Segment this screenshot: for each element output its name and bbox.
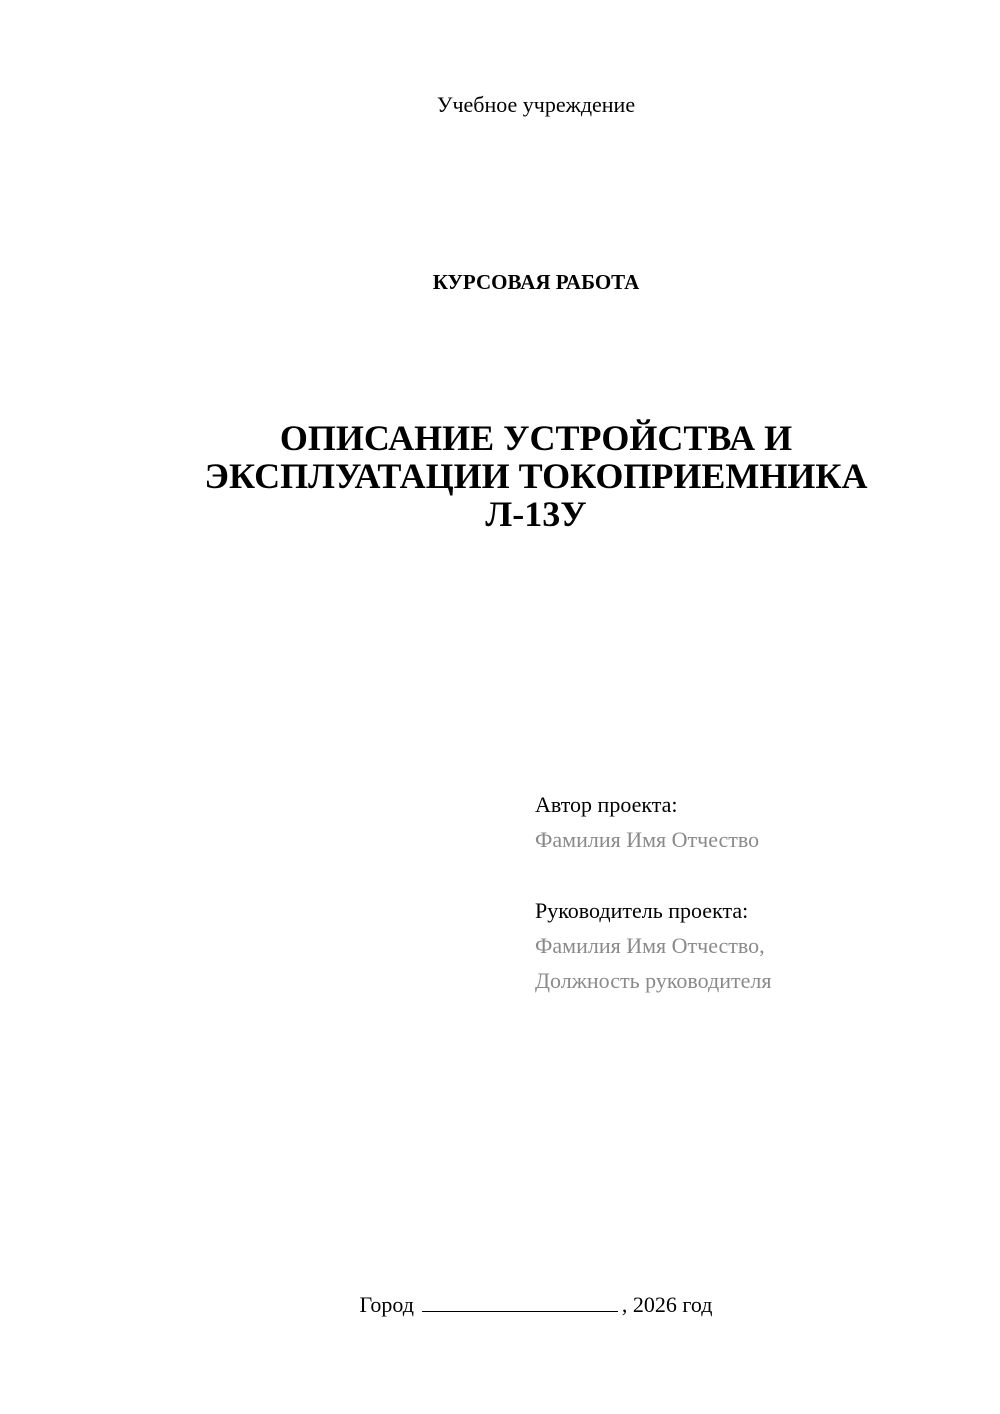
document-title-line-1: ОПИСАНИЕ УСТРОЙСТВА И: [279, 418, 793, 458]
city-blank-line: [422, 1291, 618, 1312]
signature-section: [535, 787, 975, 998]
supervisor-position: Должность руководителя: [535, 968, 772, 993]
author-name: Фамилия Имя Отчество: [535, 827, 760, 852]
city-label: Город: [359, 1292, 414, 1317]
supervisor-name: Фамилия Имя Отчество,: [535, 933, 765, 958]
supervisor-block: [535, 893, 975, 998]
document-title: [0, 419, 1000, 533]
supervisor-label: Руководитель проекта:: [535, 898, 749, 923]
document-title-line-2: ЭКСПЛУАТАЦИИ ТОКОПРИЕМНИКА: [204, 456, 868, 496]
year-text: , 2026 год: [621, 1292, 713, 1317]
institution-name: Учебное учреждение: [436, 92, 636, 117]
footer-city-year: [0, 1290, 1000, 1320]
document-type: КУРСОВАЯ РАБОТА: [432, 270, 640, 294]
author-label: Автор проекта:: [535, 792, 678, 817]
author-block: [535, 787, 975, 857]
document-title-line-3: Л-13У: [485, 494, 587, 534]
